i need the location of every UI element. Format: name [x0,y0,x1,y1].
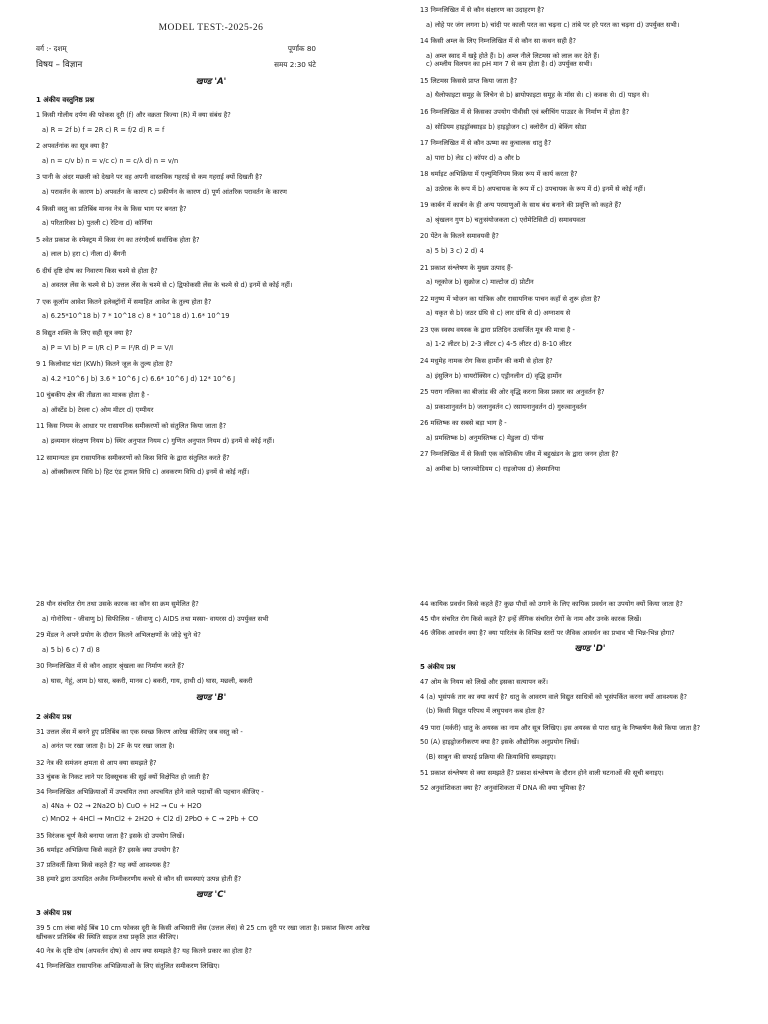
question-text: 13 निम्नलिखित में से कौन संक्षारण का उदाहरण है? [420,6,545,14]
question-text: 20 पेंटेन के कितने समावयवी है? [420,232,499,241]
question-subpart: (b) किसी विद्युत परिपथ में लघुपथन कब होता है? [426,707,545,716]
question-text: 14 किसी अम्ल के लिए निम्नलिखित में से कौन सा कथन सही है? [420,37,576,46]
question-text: 44 कायिक प्रवर्धन किसे कहते हैं? कुछ पौधों को उगाने के लिए कायिक प्रवर्धन का उपयोग क्यों किया जाता है? [420,600,683,608]
question-options: a) अनंत पर रखा जाता है। b) 2F के पर रखा जाता है। [42,742,175,751]
question-text: 19 कार्बन में कार्बन के ही अन्य परमाणुओं के साथ बंध बनाने की प्रवृत्ति को कहते हैं? [420,201,622,210]
question-text: 40 नेत्र के दृष्टि दोष (अपवर्तन दोष) से आप क्या समझते है? यह कितने प्रकार का होता है? [36,947,252,956]
question-subpart: (B) साबुन की सफाई प्रक्रिया की क्रियाविधि समझाइए। [426,752,556,761]
question-text: 28 यौन संचरित रोग तथा उसके कारक का कौन सा क्रम सुमेलित है? [36,600,199,608]
section-heading-d: खण्ड 'D' [574,643,606,654]
question-options: a) पारा b) लेड c) कॉपर d) a और b [426,153,520,162]
question-text: 1 किसी गोलीय दर्पण की फोकस दूरी (f) और वक्रता त्रिज्या (R) में क्या संबंध है? [36,111,231,120]
page-column-top-left [36,22,386,485]
question-text: 3 पानी के अंदर मछली को देखने पर वह अपनी वास्तविक गहराई से कम गहराई क्यों दिखती है? [36,173,263,182]
question-text: 51 प्रकाश संश्लेषण से क्या समझते हैं? प्रकाश संश्लेषण के दौरान होने वाली घटनाओं की सूची बनाइए। [420,769,664,778]
question-text: 8 विद्युत शक्ति के लिए सही सूत्र क्या है? [36,329,133,338]
question-options: a) अमीबा b) प्लाज्मोडियम c) राइजोपस d) लेस्मानिया [426,464,560,473]
section-heading-b: खण्ड 'B' [195,693,227,704]
question-text: 23 एक स्वस्थ वयस्क के द्वारा प्रतिदिन उत्सर्जित मूत्र की मात्रा है - [420,325,575,334]
question-options: c) अम्लीय विलयन का pH मान 7 से कम होता है। d) उपर्युक्त सभी। [426,60,593,69]
question-options: a) ऑक्सीकरण विधि b) हिट एंड ट्रायल विधि c) अवकरण विधि d) इनमें से कोई नहीं। [42,468,250,477]
question-text: 15 लिटमस किससे प्राप्त किया जाता है? [420,76,518,85]
question-options: a) 4Na + O2 → 2Na2O b) CuO + H2 → Cu + H2O [42,802,202,811]
section-heading-c: खण्ड 'C' [195,889,227,900]
question-text: 2 अपवर्तनांक का सूत्र क्या है? [36,142,109,151]
question-options: a) 4.2 *10^6 J b) 3.6 * 10^6 J c) 6.6* 10^6 J d) 12* 10^6 J [42,374,236,383]
question-options: a) प्रमस्तिष्क b) अनुमस्तिष्क c) मेडुला d) पॉन्स [426,433,544,442]
time-label: समय 2:30 घंटे [274,59,316,69]
section-heading-a: खण्ड 'A' [195,76,227,87]
question-text: 18 थर्माइट अभिक्रिया में एल्युमिनियम किस रूप में कार्य करता है? [420,170,578,179]
page-column-bottom-left [36,600,386,976]
question-options: a) ग्लूकोज b) सुक्रोज c) माल्टोज d) प्रोटीन [426,278,534,287]
question-text: 26 मस्तिष्क का सबसे बड़ा भाग है - [420,419,507,428]
question-text: 5 श्वेत प्रकाश के स्पेक्ट्रम में किस रंग का तरंगदैर्ध्य सर्वाधिक होता है? [36,235,200,244]
question-text: 52 अनुवांशिकता क्या है? अनुवांशिकता में DNA की क्या भूमिका है? [420,783,586,792]
question-text: 34 निम्नलिखित अभिक्रियाओं में उपचयित तथा अपचयित होने वाले पदार्थों की पहचान कीजिए - [36,787,264,796]
question-options: a) प्रकाशानुवर्तन b) जलानुवर्तन c) रसायनानुवर्तन d) गुरुत्वानुवर्तन [426,402,587,411]
question-options: a) 6.25*10^18 b) 7 * 10^18 c) 8 * 10^18 d) 1.6* 10^19 [42,312,230,321]
question-options: a) 1-2 लीटर b) 2-3 लीटर c) 4-5 लीटर d) 8-10 लीटर [426,340,572,349]
question-options: a) इंसुलिन b) थायरॉक्सिन c) एड्रीनलीन d) वृद्धि हार्मोन [426,371,562,380]
subject-label: विषय – विज्ञान [36,59,83,70]
question-options: a) P = VI b) P = I/R c) P = I²/R d) P = V/I [42,343,174,352]
question-options: a) सोडियम हाइड्रॉक्साइड b) हाइड्रोजन c) क्लोरीन d) बेकिंग सोडा [426,122,587,131]
question-text: 38 हमारे द्वारा उत्पादित अजैव निम्नीकरणीय कचरे से कौन सी समस्याएं उत्पन्न होती हैं? [36,875,242,884]
question-options: a) 5 b) 6 c) 7 d) 8 [42,645,100,654]
question-text: 36 थर्माइट अभिक्रिया किसे कहते हैं? इसके क्या उपयोग है? [36,846,180,855]
question-text: 27 निम्नलिखित में से किसी एक कोशिकीय जीव में बहुखंडन के द्वारा जनन होता है? [420,450,619,459]
question-options: a) R = 2f b) f = 2R c) R = f/2 d) R = f [42,125,165,134]
paper-title: MODEL TEST:-2025-26 [158,23,264,33]
question-text: 35 विरंजक चूर्ण कैसे बनाया जाता है? इसके दो उपयोग लिखें। [36,831,185,840]
question-text: 16 निम्नलिखित में से किसका उपयोग पीवीसी एवं ब्लीचिंग पाउडर के निर्माण में होता है? [420,107,630,116]
question-options: a) 5 b) 3 c) 2 d) 4 [426,247,484,255]
question-text: 10 चुंबकीय क्षेत्र की तीव्रता का मात्रक होता है - [36,391,150,400]
page-column-top-right [420,6,760,481]
question-options: a) यकृत से b) जठर ग्रंथि से c) लार ग्रंथि से d) अग्नाशय से [426,309,571,318]
question-text: 32 नेत्र की समंजन क्षमता से आप क्या समझते है? [36,758,157,767]
question-text: 11 किस नियम के आधार पर रासायनिक समीकरणों को संतुलित किया जाता है? [36,422,227,431]
question-text: 29 मेंडल ने अपने प्रयोग के दौरान कितने अभिलक्षणों के जोड़े चुने थे? [36,631,201,640]
class-label: वर्ग :- दशम् [36,44,67,54]
question-text: 9 1 किलोवाट घंटा (KWh) कितने जूल के तुल्य होता है? [36,360,173,369]
question-options: a) लोहे पर जंग लगना b) चांदी पर काली परत का चढ़ना c) तांबे पर हरे परत का चढ़ना d) उपर्युक्त सभी। [426,20,680,29]
question-text: 25 पराग नलिका का बीजांड की ओर वृद्धि करना किस प्रकार का अनुवर्तन है? [420,388,605,397]
question-text: 39 5 cm लंबा कोई बिंब 10 cm फोकस दूरी के किसी अभिसारी लेंस (उत्तल लेंस) से 25 cm दूरी पर रखा जाता है। प्रकाश किरण आरेख खींचकर प्रतिबिंब की स्थिति साइज तथा प्रकृति ज्ञात कीजिए। [36,924,370,941]
question-options: a) अम्ल स्वाद में खट्टे होते हैं। b) अम्ल नीले लिटमस को लाल कर देते हैं। [426,51,600,60]
question-text: 41 निम्नलिखित रासायनिक अभिक्रियाओं के लिए संतुलित समीकरण लिखिए। [36,961,220,970]
question-options: a) n = c/v b) n = v/c c) n = c/λ d) n = v/n [42,156,179,165]
question-text: 33 चुंबक के निकट लाने पर दिक्सूचक की सुई क्यों विक्षेपित हो जाती है? [36,773,210,782]
full-marks: पूर्णांक 80 [287,44,316,54]
subheading-mcq: 1 अंकीय वस्तुनिष्ठ प्रश्न [36,96,95,105]
question-text: 24 मधुमेह नामक रोग किस हार्मोन की कमी से होता है? [420,356,553,365]
question-text: 30 निम्नलिखित में से कौन आहार श्रृंखला का निर्माण करते हैं? [36,662,185,671]
subheading-three-mark: 3 अंकीय प्रश्न [36,909,72,917]
question-options: a) घास, गेहूं, आम b) घास, बकरी, मानव c) बकरी, गाय, हाथी d) घास, मछली, बकरी [42,676,253,685]
question-text: 7 एक कूलॉम आवेश कितने इलेक्ट्रॉनों में समाहित आवेश के तुल्य होता है? [36,297,212,306]
subheading-five-mark: 5 अंकीय प्रश्न [420,662,456,671]
question-text: 17 निम्नलिखित में से कौन ऊष्मा का कुचालक धातु है? [420,139,552,148]
question-options: a) उत्प्रेरक के रूप में b) अपचायक के रूप में c) उपचायक के रूप में d) इनमें से कोई नहीं। [426,184,646,193]
question-text: 12 सामान्यतः हम रासायनिक समीकरणों को किस विधि के द्वारा संतुलित करते हैं? [36,453,230,462]
question-text: 49 पारा (मर्करी) धातु के अयस्क का नाम और सूत्र लिखिए। इस अयस्क से पारा धातु के निष्कर्षण कैसे किया जाता है? [420,723,701,732]
question-text: 6 दीर्घ दृष्टि दोष का निवारण किस चश्मे से होता है? [36,266,158,275]
question-options: a) गोनोरिया - जीवाणु b) सिफीलिस - जीवाणु c) AIDS तथा मस्सा- वायरस d) उपर्युक्त सभी [42,614,269,623]
question-options: a) लाल b) हरा c) नीला d) बैंगनी [42,250,126,259]
question-options: a) परावर्तन के कारण b) अपवर्तन के कारण c) प्रकीर्णन के कारण d) पूर्ण आंतरिक परावर्तन के कारण [42,187,287,196]
question-options: c) MnO2 + 4HCl → MnCl2 + 2H2O + Cl2 d) 2PbO + C → 2Pb + CO [42,815,259,824]
question-text: 4 (a) भूसंपर्क तार का क्या कार्य है? धातु के आवरण वाले विद्युत साधित्रों को भूसंपर्कित करना क्यों आवश्यक है? [420,692,687,701]
question-options: a) अवतल लेंस के चश्मे से b) उत्तल लेंस के चश्मे से c) द्विफोकसी लेंस के चश्मे से d) इनमें से कोई नहीं। [42,281,293,290]
question-text: 21 प्रकाश संश्लेषण के मुख्य उत्पाद हैं- [420,263,513,272]
question-text: 46 जैविक आवर्धन क्या है? क्या पारितंत्र के विभिन्न स्तरों पर जैविक आवर्धन का प्रभाव भी भिन्न-भिन्न होगा? [420,629,675,638]
question-text: 31 उत्तल लेंस में बनने हुए प्रतिबिंब का एक स्वच्छ किरण आरेख कीजिए जब वस्तु को - [36,727,243,736]
header-meta-row [36,60,386,71]
question-options: a) द्रव्यमान संरक्षण नियम b) स्थिर अनुपात नियम c) गुणित अनुपात नियम d) इनमें से कोई नहीं। [42,436,275,445]
question-text: 50 (A) हाइड्रोजनीकरण क्या है? इसके औद्योगिक अनुप्रयोग लिखें। [420,738,579,747]
question-options: a) श्रृंखलन गुण b) चतुःसंयोजकता c) एरोमेटिसिटी d) समावयवता [426,215,586,224]
subheading-two-mark: 2 अंकीय प्रश्न [36,712,72,721]
question-text: 47 ओम के नियम को लिखें और इसका सत्यापन करें। [420,677,548,686]
header-meta-row [36,44,386,53]
question-options: a) थैलोफाइटा समूह के लिचेन से b) ब्रायोफाइटा समूह के मॉस से। c) कवक से। d) पाइन से। [426,91,650,100]
question-text: 22 मनुष्य में भोजन का यांत्रिक और रासायनिक पाचन कहाँ से शुरू होता है? [420,294,601,303]
question-text: 45 यौन संचरित रोग किसे कहते है? इन्हें लैंगिक संचरित रोगों के नाम और उनके कारक लिखें। [420,614,642,623]
question-text: 37 प्रतिवर्ती क्रिया किसे कहते हैं? यह क्यों आवश्यक है? [36,860,170,869]
question-options: a) ऑर्स्टेड b) टेस्ला c) ओम मीटर d) एम्पीयर [42,405,154,414]
question-text: 4 किसी वस्तु का प्रतिबिंब मानव नेत्र के किस भाग पर बनता है? [36,204,187,213]
page-column-bottom-right [420,600,760,798]
question-options: a) परितारिका b) पुतली c) रेटिना d) कॉर्निया [42,219,153,228]
